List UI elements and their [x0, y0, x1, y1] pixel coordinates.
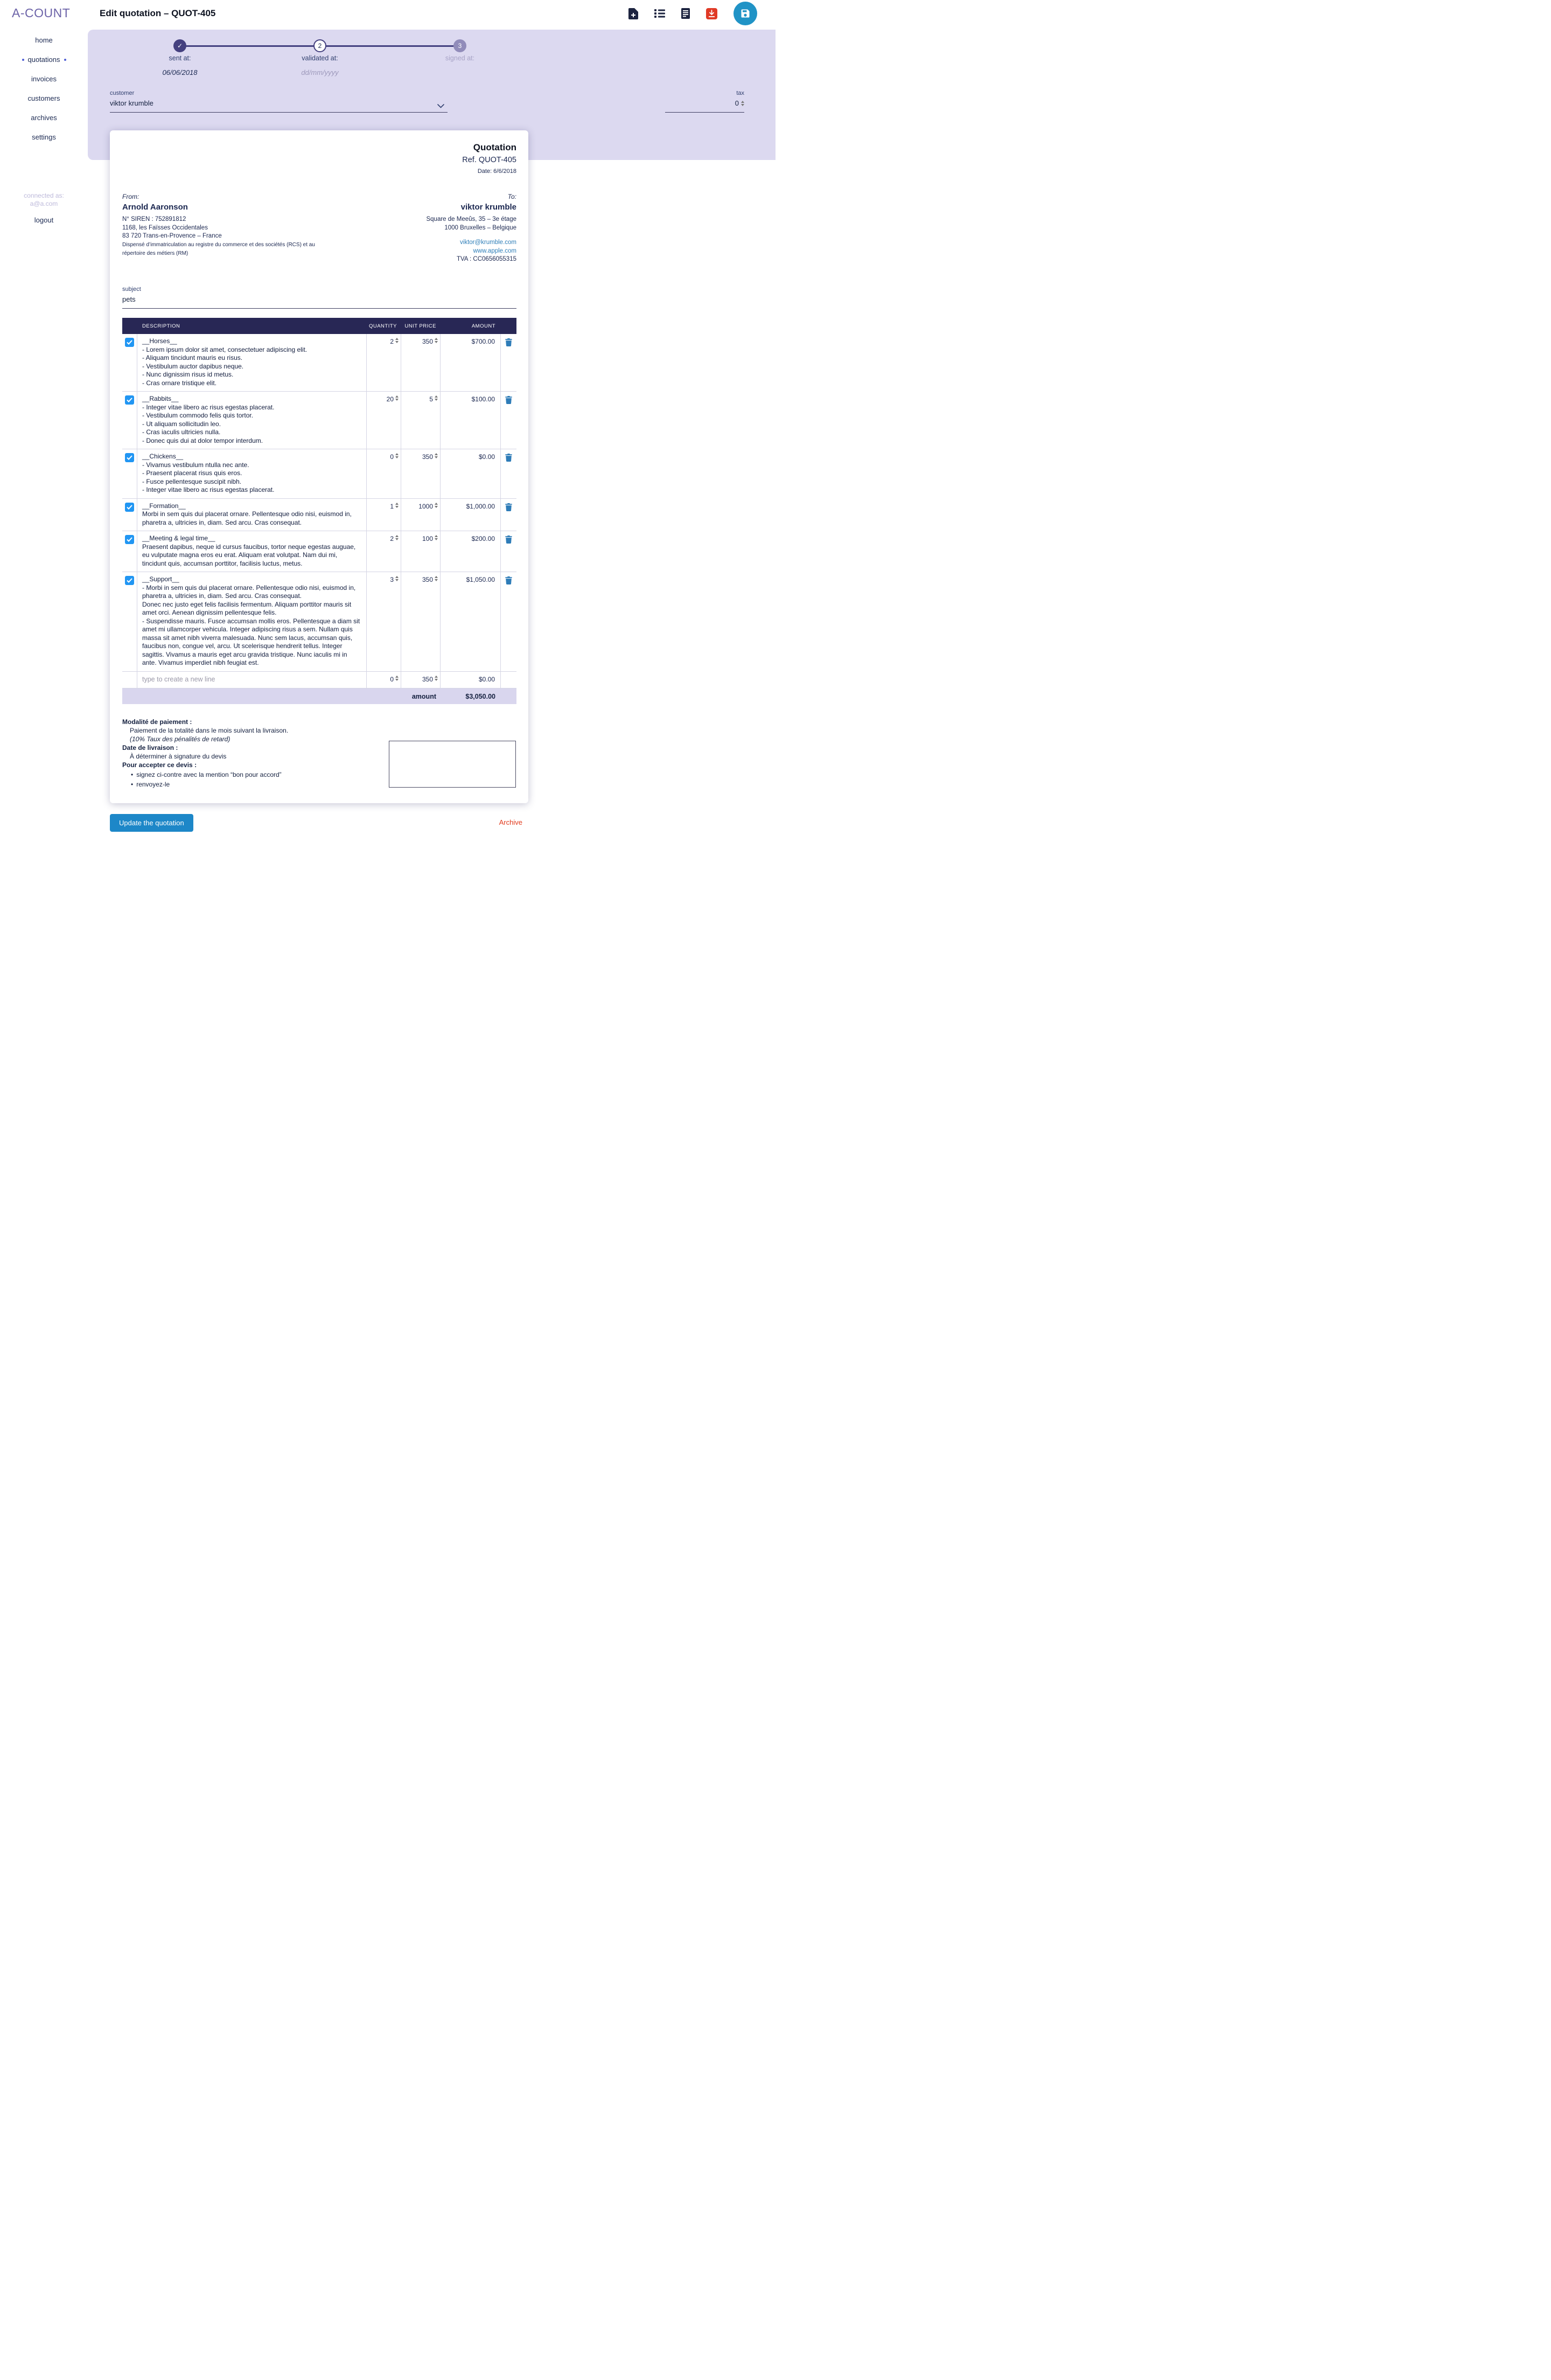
trash-icon[interactable] [505, 576, 512, 584]
row-unit-price-value: 100 [422, 535, 433, 542]
table-row [122, 334, 516, 392]
new-line-input[interactable]: type to create a new line [137, 672, 367, 688]
total-value: $3,050.00 [465, 692, 495, 700]
row-title: __Chickens__ [142, 453, 184, 460]
delivery-title: Date de livraison : [122, 744, 178, 751]
row-quantity-input[interactable] [367, 392, 401, 449]
sidebar-item-customers[interactable]: customers [27, 94, 60, 102]
from-legal-line: répertoire des métiers (RM) [122, 250, 188, 256]
document-title: Quotation [473, 142, 516, 152]
row-checkbox[interactable] [125, 395, 134, 405]
trash-icon[interactable] [505, 535, 512, 544]
number-stepper-icon[interactable] [395, 676, 399, 681]
from-line: N° SIREN : 752891812 [122, 216, 186, 222]
logout-link[interactable]: logout [34, 216, 54, 224]
quantity-header: QUANTITY [368, 323, 397, 329]
row-unit-price-value: 5 [429, 395, 433, 403]
new-line-row [122, 672, 516, 689]
row-title: __Horses__ [142, 337, 177, 345]
payment-title: Modalité de paiement : [122, 718, 192, 726]
trash-icon[interactable] [505, 454, 512, 462]
row-amount: $200.00 [441, 531, 501, 572]
trash-icon[interactable] [505, 396, 512, 404]
table-row [122, 449, 516, 499]
row-unit-price-input[interactable] [401, 531, 441, 572]
row-description-input[interactable] [137, 572, 367, 671]
row-checkbox[interactable] [125, 535, 134, 544]
row-unit-price-value: 1000 [418, 502, 433, 510]
row-description-input[interactable] [137, 449, 367, 498]
new-document-icon[interactable] [628, 8, 638, 19]
to-name: viktor krumble [460, 203, 516, 212]
number-stepper-icon[interactable] [395, 395, 399, 401]
row-checkbox-cell [122, 392, 137, 449]
row-description-line: Praesent dapibus, neque id cursus faucibus, tortor neque egestas auguae, eu vulputate magna eros eu erat. Aliquam erat volutpat. Nam dui mi, tincidunt quis, accumsan porttitor, facilisis luctus, metus. [142, 542, 356, 567]
table-row [122, 499, 516, 532]
row-description-line: - Vivamus vestibulum ntulla nec ante. [142, 461, 249, 469]
line-items-table [122, 318, 516, 704]
row-description-line: - Integer vitae libero ac risus egestas placerat. [142, 486, 275, 493]
table-row [122, 392, 516, 449]
number-stepper-icon[interactable] [435, 453, 438, 458]
new-line-unit-price-value: 350 [422, 675, 433, 683]
row-description-input[interactable] [137, 531, 367, 572]
sidebar-item-quotations[interactable] [0, 50, 88, 69]
to-line: 1000 Bruxelles – Belgique [444, 224, 516, 231]
trash-icon[interactable] [505, 503, 512, 511]
validated-at-label: validated at: [302, 54, 338, 62]
row-title: __Meeting & legal time__ [142, 534, 215, 542]
customer-label: customer [110, 90, 135, 96]
connected-email: a@a.com [30, 200, 58, 207]
signed-at-label: signed at: [445, 54, 475, 62]
to-block [426, 193, 516, 262]
step-signed-circle [453, 39, 466, 52]
table-header [122, 318, 516, 334]
sidebar-item-label: quotations [27, 55, 60, 64]
row-checkbox-cell [122, 449, 137, 498]
row-checkbox-cell [122, 531, 137, 572]
chevron-down-icon [437, 102, 444, 110]
sidebar [0, 31, 88, 147]
customer-website-link[interactable]: www.apple.com [473, 248, 516, 254]
tax-label: tax [736, 90, 744, 96]
row-description-line: - Praesent placerat risus quis eros. [142, 469, 242, 477]
row-amount: $700.00 [441, 334, 501, 391]
row-description-line: - Fusce pellentesque suscipit nibh. [142, 477, 242, 485]
number-stepper-icon[interactable] [741, 101, 744, 106]
number-stepper-icon[interactable] [435, 535, 438, 540]
from-line: 83 720 Trans-en-Provence – France [122, 233, 222, 239]
unit-price-header: UNIT PRICE [404, 323, 436, 329]
connected-as-label: connected as: [24, 192, 64, 199]
number-stepper-icon[interactable] [395, 576, 399, 581]
row-description-input[interactable] [137, 334, 367, 391]
sent-at-label: sent at: [169, 54, 191, 62]
sidebar-item-settings[interactable]: settings [32, 133, 56, 141]
save-button[interactable] [733, 2, 757, 25]
document-header [462, 142, 516, 175]
row-quantity-value: 20 [386, 395, 394, 403]
document-icon[interactable] [681, 8, 690, 19]
row-checkbox-cell [122, 499, 137, 531]
row-checkbox[interactable] [125, 453, 134, 462]
quotation-document [110, 130, 528, 803]
row-unit-price-value: 350 [422, 576, 433, 583]
row-checkbox[interactable] [125, 503, 134, 512]
total-row [122, 688, 516, 704]
customer-select[interactable] [110, 99, 448, 113]
row-unit-price-value: 350 [422, 338, 433, 345]
row-title: __Support__ [142, 575, 179, 583]
accept-title: Pour accepter ce devis : [122, 761, 197, 769]
row-description-input[interactable] [137, 499, 367, 531]
row-unit-price-value: 350 [422, 453, 433, 461]
row-unit-price-input[interactable] [401, 572, 441, 671]
row-checkbox[interactable] [125, 338, 134, 347]
row-description-line: Morbi in sem quis dui placerat ornare. Pellentesque odio nisi, euismod in, pharetra a, ultricies in, diam. Sed arcu. Cras consequat. [142, 510, 352, 526]
toolbar [628, 0, 757, 27]
row-amount: $100.00 [441, 392, 501, 449]
payment-penalty: (10% Taux des pénalités de retard) [130, 735, 230, 743]
table-row [122, 531, 516, 572]
row-checkbox-cell [122, 572, 137, 671]
number-stepper-icon[interactable] [435, 503, 438, 508]
number-stepper-icon[interactable] [435, 576, 438, 581]
check-icon: ✓ [177, 42, 183, 50]
row-description-line: - Integer vitae libero ac risus egestas placerat. [142, 403, 275, 411]
bullet-icon: • [131, 781, 134, 788]
accept-item: • renvoyez-le [131, 781, 170, 788]
row-unit-price-input[interactable] [401, 392, 441, 449]
row-description-line: Donec nec justo eget felis facilisis fermentum. Aliquam porttitor mauris sit amet orci. Aenean dignissim pellentesque felis. [142, 600, 352, 616]
row-amount: $1,000.00 [441, 499, 501, 531]
row-description-line: - Morbi in sem quis dui placerat ornare. Pellentesque odio nisi, euismod in, pharetra a, ultricies in, diam. Sed arcu. Cras consequat. [142, 583, 356, 600]
number-stepper-icon[interactable] [395, 453, 399, 458]
row-unit-price-input[interactable] [401, 334, 441, 391]
row-description-line: - Lorem ipsum dolor sit amet, consectetuer adipiscing elit. [142, 345, 308, 353]
row-description-input[interactable] [137, 392, 367, 449]
new-line-quantity-value: 0 [390, 675, 394, 683]
sent-at-date[interactable]: 06/06/2018 [162, 68, 198, 76]
row-amount: $0.00 [441, 449, 501, 498]
document-ref: Ref. QUOT-405 [462, 156, 516, 164]
row-unit-price-input[interactable] [401, 499, 441, 531]
row-quantity-value: 0 [390, 453, 394, 461]
row-quantity-value: 2 [390, 338, 394, 345]
row-description-line: - Suspendisse mauris. Fusce accumsan mollis eros. Pellentesque a diam sit amet mi ullamcorper vehicula. Integer adipiscing risus a sem. Nullam quis massa sit amet nibh viverra malesuada. Nunc sem lacus, accumsan quis, faucibus non, congue vel, arcu. Ut scelerisque hendrerit tellus. Integer sagittis. Vivamus a mauris eget arcu gravida tristique. Nunc iaculis mi in ante. Vivamus imperdiet nibh feugiat est. [142, 617, 360, 666]
tax-value: 0 [735, 99, 739, 107]
row-description-line: - Cras ornare tristique elit. [142, 379, 217, 387]
active-dot-icon [64, 59, 66, 61]
row-description-line: - Donec quis dui at dolor tempor interdum. [142, 436, 263, 444]
to-line: Square de Meeûs, 35 – 3e étage [426, 216, 516, 222]
from-line: 1168, les Faïsses Occidentales [122, 224, 208, 231]
sidebar-item-home[interactable]: home [35, 36, 53, 44]
row-quantity-input[interactable] [367, 572, 401, 671]
from-block [122, 193, 315, 258]
number-stepper-icon[interactable] [395, 503, 399, 508]
subject-label: subject [122, 286, 141, 293]
payment-terms [122, 718, 381, 789]
from-label: From: [122, 193, 139, 200]
step-sent-circle [173, 39, 186, 52]
connected-as [0, 192, 88, 208]
sidebar-item-invoices[interactable]: invoices [31, 75, 57, 83]
row-checkbox-cell [122, 334, 137, 391]
number-stepper-icon[interactable] [395, 535, 399, 540]
row-description-line: - Cras iaculis ultricies nulla. [142, 428, 221, 436]
row-amount: $1,050.00 [441, 572, 501, 671]
row-description-line: - Aliquam tincidunt mauris eu risus. [142, 354, 243, 361]
amount-header: AMOUNT [471, 323, 495, 329]
row-unit-price-input[interactable] [401, 449, 441, 498]
row-quantity-value: 1 [390, 502, 394, 510]
new-line-amount: $0.00 [441, 672, 501, 688]
from-legal-line: Dispensé d’immatriculation au registre du commerce et des sociétés (RCS) et au [122, 241, 315, 248]
step-validated-circle [313, 39, 326, 52]
step-2-number: 2 [318, 42, 322, 50]
row-title: __Formation__ [142, 502, 186, 510]
app-logo[interactable]: A-COUNT [12, 6, 71, 20]
row-checkbox[interactable] [125, 576, 134, 585]
signature-box[interactable] [389, 741, 516, 788]
number-stepper-icon[interactable] [435, 395, 438, 401]
bullet-icon: • [131, 771, 134, 778]
row-quantity-value: 2 [390, 535, 394, 542]
trash-icon[interactable] [505, 338, 512, 346]
customer-vat: TVA : CC0656055315 [456, 256, 516, 262]
tax-input[interactable] [665, 99, 744, 113]
list-icon[interactable] [654, 9, 665, 18]
customer-value: viktor krumble [110, 99, 153, 107]
row-quantity-input[interactable] [367, 334, 401, 391]
step-3-number: 3 [458, 42, 462, 50]
new-line-unit-price-input[interactable] [401, 672, 441, 688]
download-pdf-icon[interactable] [706, 8, 717, 19]
customer-email-link[interactable]: viktor@krumble.com [460, 239, 516, 246]
row-description-line: - Vestibulum commodo felis quis tortor. [142, 412, 254, 419]
number-stepper-icon[interactable] [435, 338, 438, 343]
number-stepper-icon[interactable] [435, 676, 438, 681]
sidebar-item-archives[interactable]: archives [31, 114, 57, 122]
delivery-line: À déterminer à signature du devis [130, 753, 227, 760]
row-description-line: - Nunc dignissim risus id metus. [142, 371, 234, 378]
subject-input[interactable]: pets [122, 295, 516, 309]
number-stepper-icon[interactable] [395, 338, 399, 343]
row-quantity-input[interactable] [367, 499, 401, 531]
description-header: DESCRIPTION [142, 323, 180, 329]
validated-at-date-input[interactable]: dd/mm/yyyy [301, 68, 339, 76]
table-row [122, 572, 516, 672]
row-description-line: - Vestibulum auctor dapibus neque. [142, 362, 244, 370]
page-title: Edit quotation – QUOT-405 [100, 8, 216, 18]
update-quotation-button[interactable]: Update the quotation [110, 814, 193, 832]
save-icon [740, 8, 751, 19]
progress-stepper [110, 39, 528, 52]
accept-item: • signez ci-contre avec la mention “bon pour accord” [131, 771, 282, 778]
row-description-line: - Ut aliquam sollicitudin leo. [142, 420, 221, 428]
document-date: Date: 6/6/2018 [477, 168, 516, 175]
new-line-quantity-input[interactable] [367, 672, 401, 688]
from-name: Arnold Aaronson [122, 203, 188, 212]
total-label: amount [411, 692, 436, 700]
archive-link[interactable]: Archive [499, 818, 522, 826]
active-dot-icon [22, 59, 24, 61]
row-quantity-input[interactable] [367, 449, 401, 498]
row-quantity-value: 3 [390, 576, 394, 583]
row-title: __Rabbits__ [142, 395, 179, 402]
row-quantity-input[interactable] [367, 531, 401, 572]
payment-line: Paiement de la totalité dans le mois suivant la livraison. [130, 727, 289, 734]
to-label: To: [507, 193, 516, 200]
